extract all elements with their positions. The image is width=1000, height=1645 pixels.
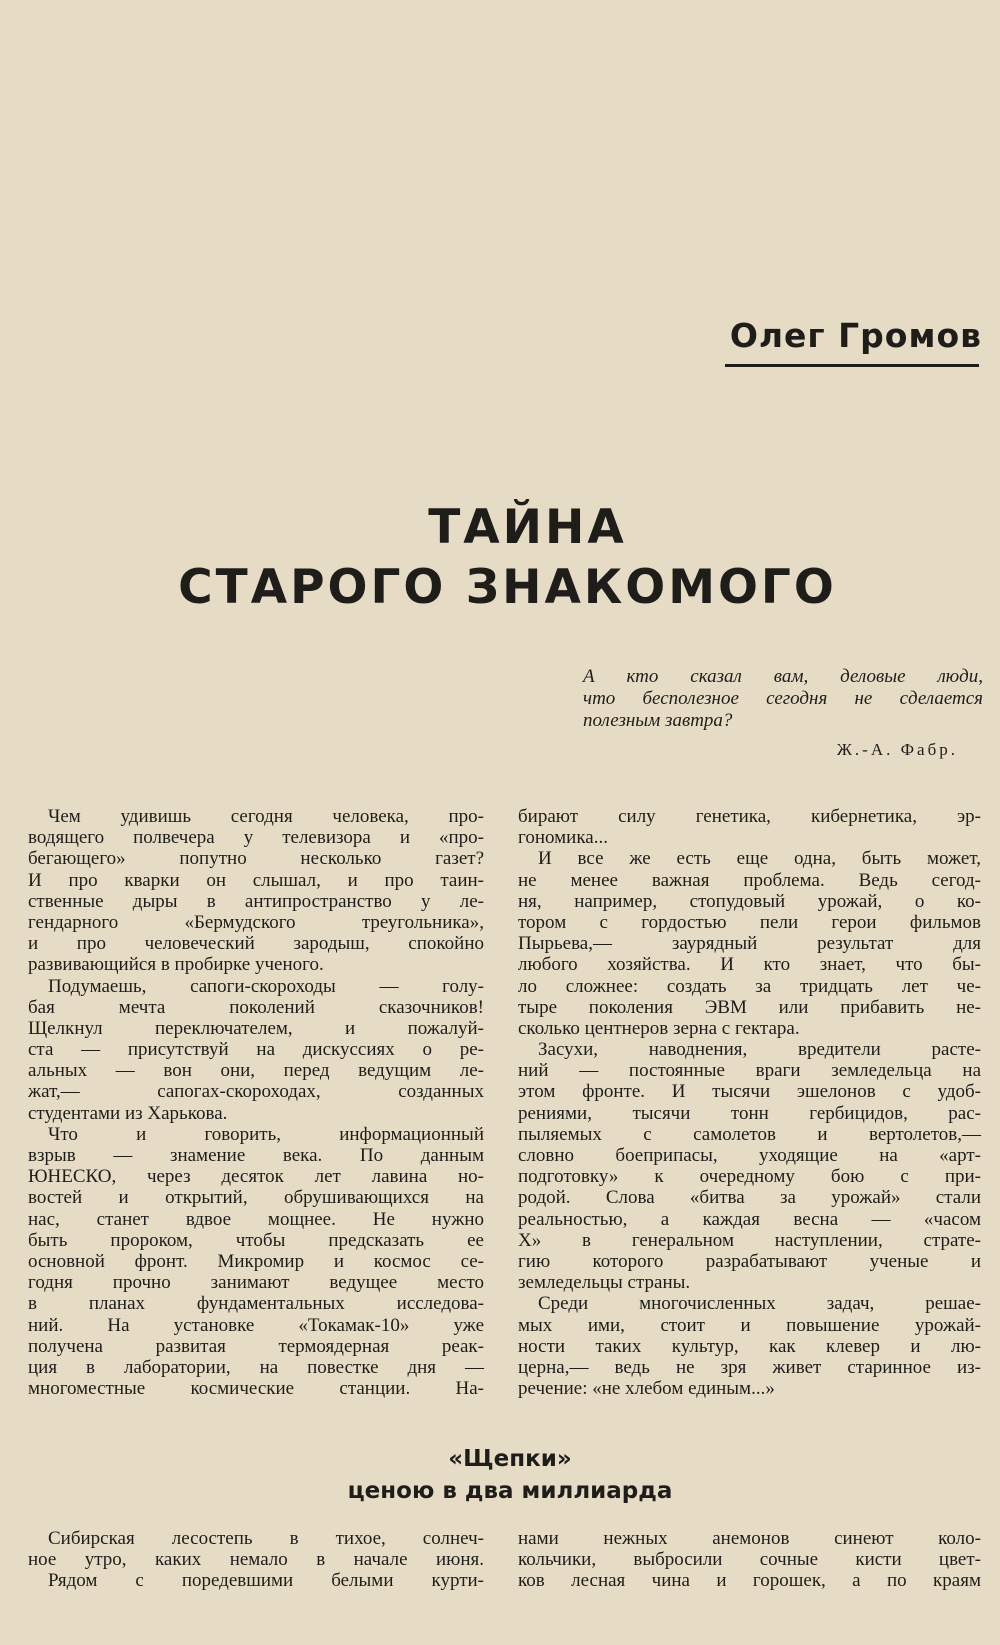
text-line: пыляемых с самолетов и вертолетов,—: [518, 1123, 981, 1145]
body-column-right: [518, 806, 981, 1399]
text-line: студентами из Харькова.: [28, 1102, 228, 1124]
text-line: Сибирская лесостепь в тихое, солнеч-: [48, 1528, 484, 1549]
body-column-left-2: [28, 1528, 484, 1592]
text-line: ков лесная чина и горошек, а по краям: [518, 1570, 981, 1592]
text-line: подготовку» к очередному бою с при-: [518, 1166, 981, 1188]
text-line: ний — постоянные враги земледельца на: [518, 1060, 981, 1082]
text-line: родой. Слова «битва за урожай» стали: [518, 1187, 981, 1209]
text-line: и про человеческий зародыш, спокойно: [28, 933, 484, 955]
text-line: гономика...: [518, 827, 608, 849]
text-line: ности таких культур, как клевер и лю-: [518, 1335, 981, 1357]
text-line: ний. На установке «Токамак-10» уже: [28, 1314, 484, 1336]
author-name: Олег Громов: [729, 316, 982, 355]
text-line: Среди многочисленных задач, решае-: [538, 1293, 981, 1315]
body-column-right-2: [518, 1528, 981, 1592]
text-line: ЮНЕСКО, через десяток лет лавина но-: [28, 1166, 484, 1188]
epigraph-line: что бесполезное сегодня не сделается: [583, 688, 983, 709]
text-line: кольчики, выбросили сочные кисти цвет-: [518, 1549, 981, 1571]
text-line: Чем удивишь сегодня человека, про-: [48, 806, 484, 827]
epigraph-line: А кто сказал вам, деловые люди,: [583, 666, 983, 687]
text-line: тыре поколения ЭВМ или прибавить не-: [518, 996, 981, 1018]
text-line: ня, например, стопудовый урожай, о ко-: [518, 890, 981, 912]
text-line: бегающего» попутно несколько газет?: [28, 848, 484, 870]
text-line: в планах фундаментальных исследова-: [28, 1293, 484, 1315]
text-line: взрыв — знамение века. По данным: [28, 1145, 484, 1166]
author-underline: [725, 364, 979, 367]
text-line: бая мечта поколений сказочников!: [28, 996, 484, 1018]
text-line: ста — присутствуй на дискуссиях о ре-: [28, 1039, 484, 1061]
text-line: мых ими, стоит и повышение урожай-: [518, 1314, 981, 1336]
text-line: годня прочно занимают ведущее место: [28, 1272, 484, 1294]
text-line: ция в лаборатории, на повестке дня —: [28, 1356, 484, 1378]
text-line: развивающийся в пробирке ученого.: [28, 954, 324, 976]
text-line: земледельцы страны.: [518, 1272, 691, 1294]
text-line: речение: «не хлебом единым...»: [518, 1378, 775, 1400]
text-line: нами нежных анемонов синеют коло-: [518, 1528, 981, 1549]
text-line: не менее важная проблема. Ведь сегод-: [518, 869, 981, 891]
epigraph: [583, 666, 983, 732]
text-line: востей и открытий, обрушивающихся на: [28, 1187, 484, 1209]
text-line: реальностью, а каждая весна — «часом: [518, 1208, 981, 1230]
text-line: Щелкнул переключателем, и пожалуй-: [28, 1017, 484, 1039]
text-line: Рядом с поредевшими белыми курти-: [48, 1570, 484, 1592]
text-line: многоместные космические станции. На-: [28, 1378, 484, 1400]
text-line: бирают силу генетика, кибернетика, эр-: [518, 806, 981, 827]
text-line: гию которого разрабатывают ученые и: [518, 1250, 981, 1272]
text-line: получена развитая термоядерная реак-: [28, 1335, 484, 1357]
epigraph-source: Ж.-А. Фабр.: [836, 740, 958, 759]
text-line: быть пророком, чтобы предсказать ее: [28, 1229, 484, 1251]
text-line: ственные дыры в антипространство у ле-: [28, 890, 484, 912]
text-line: ло сложнее: создать за тридцать лет че-: [518, 975, 981, 997]
text-line: рениями, тысячи тонн гербицидов, рас-: [518, 1102, 981, 1124]
text-line: Х» в генеральном наступлении, страте-: [518, 1229, 981, 1251]
text-line: тором с гордостью пели герои фильмов: [518, 911, 981, 933]
text-line: жат,— сапогах-скороходах, созданных: [28, 1081, 484, 1103]
text-line: водящего полвечера у телевизора и «про-: [28, 827, 484, 849]
title-line-1: ТАЙНА: [428, 500, 627, 555]
text-line: этом фронте. И тысячи эшелонов с удоб-: [518, 1081, 981, 1103]
body-column-left: [28, 806, 484, 1399]
text-line: любого хозяйства. И кто знает, что бы-: [518, 954, 981, 976]
text-line: сколько центнеров зерна с гектара.: [518, 1017, 800, 1039]
text-line: церна,— ведь не зря живет старинное из-: [518, 1356, 981, 1378]
text-line: ное утро, каких немало в начале июня.: [28, 1549, 484, 1571]
subheading-line-1: «Щепки»: [448, 1446, 572, 1472]
text-line: гендарного «Бермудского треугольника»,: [28, 911, 484, 933]
text-line: Подумаешь, сапоги-скороходы — голу-: [48, 975, 484, 997]
epigraph-line: полезным завтра?: [583, 710, 733, 731]
text-line: И про кварки он слышал, и про таин-: [28, 869, 484, 891]
text-line: альных — вон они, перед ведущим ле-: [28, 1060, 484, 1082]
subheading-line-2: ценою в два миллиарда: [347, 1478, 673, 1504]
text-line: И все же есть еще одна, быть может,: [538, 848, 981, 870]
text-line: Засухи, наводнения, вредители расте-: [538, 1039, 981, 1061]
text-line: Что и говорить, информационный: [48, 1123, 484, 1145]
title-line-2: СТАРОГО ЗНАКОМОГО: [178, 560, 837, 615]
article-title: [0, 498, 1000, 618]
text-line: основной фронт. Микромир и космос се-: [28, 1250, 484, 1272]
text-line: нас, станет вдвое мощнее. Не нужно: [28, 1208, 484, 1230]
text-line: Пырьева,— заурядный результат для: [518, 933, 981, 955]
text-line: словно боеприпасы, уходящие на «арт-: [518, 1145, 981, 1166]
